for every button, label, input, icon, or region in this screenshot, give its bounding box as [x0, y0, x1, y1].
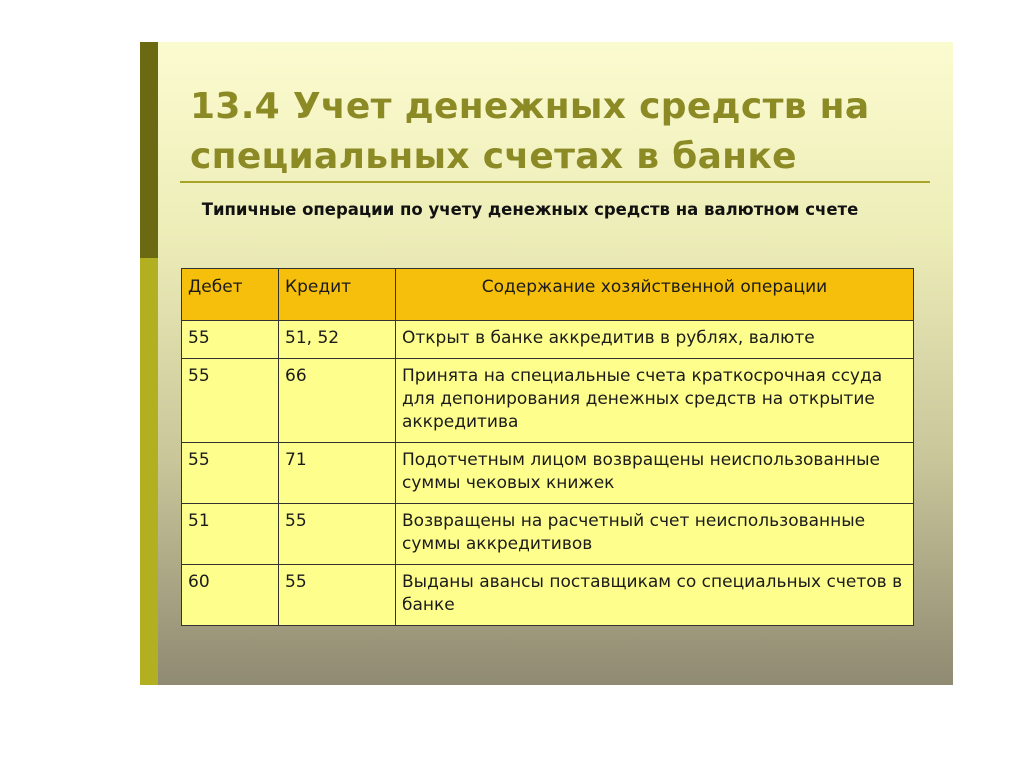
cell-content: Принята на специальные счета краткосрочная ссуда для депонирования денежных средств на открытие аккредитива	[396, 359, 914, 443]
cell-debit: 60	[182, 565, 279, 626]
slide-title: 13.4 Учет денежных средств на специальных счетах в банке	[190, 86, 870, 177]
cell-debit: 51	[182, 504, 279, 565]
cell-credit: 51, 52	[279, 321, 396, 359]
header-credit: Кредит	[279, 269, 396, 321]
operations-table	[181, 268, 914, 626]
cell-content: Выданы авансы поставщикам со специальных счетов в банке	[396, 565, 914, 626]
accent-bar-bottom	[140, 258, 158, 685]
table-header-row	[182, 269, 914, 321]
cell-debit: 55	[182, 321, 279, 359]
cell-credit: 71	[279, 443, 396, 504]
header-content: Содержание хозяйственной операции	[396, 269, 914, 321]
cell-content: Открыт в банке аккредитив в рублях, валюте	[396, 321, 914, 359]
table-row	[182, 321, 914, 359]
cell-credit: 66	[279, 359, 396, 443]
table-row	[182, 565, 914, 626]
cell-debit: 55	[182, 359, 279, 443]
cell-content: Возвращены на расчетный счет неиспользованные суммы аккредитивов	[396, 504, 914, 565]
cell-credit: 55	[279, 504, 396, 565]
table-row	[182, 504, 914, 565]
slide	[140, 42, 953, 685]
cell-credit: 55	[279, 565, 396, 626]
accent-bar-top	[140, 42, 158, 258]
table-row	[182, 359, 914, 443]
table-row	[182, 443, 914, 504]
cell-debit: 55	[182, 443, 279, 504]
header-debit: Дебет	[182, 269, 279, 321]
table-caption: Типичные операции по учету денежных средств на валютном счете	[201, 200, 859, 219]
title-divider	[180, 181, 930, 183]
cell-content: Подотчетным лицом возвращены неиспользованные суммы чековых книжек	[396, 443, 914, 504]
